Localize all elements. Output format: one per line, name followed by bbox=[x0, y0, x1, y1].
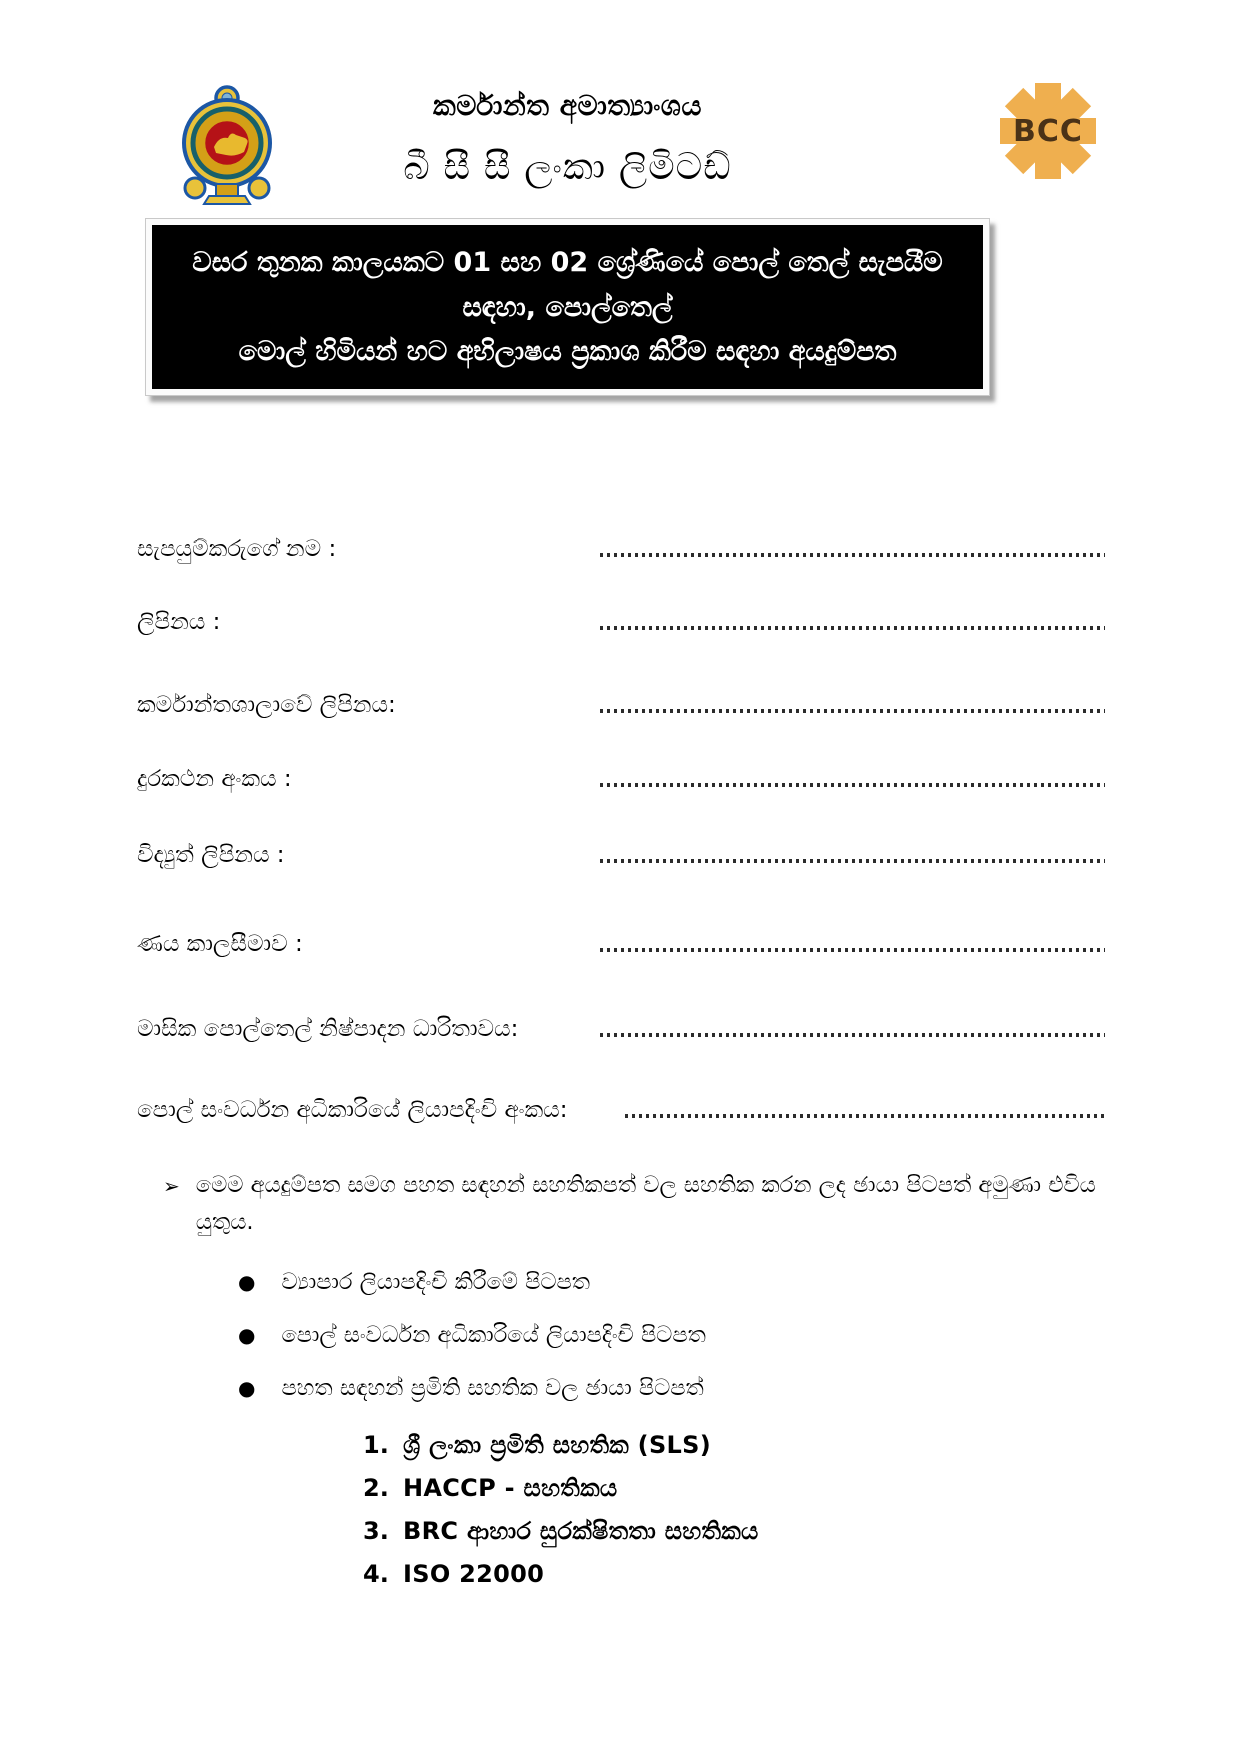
field-label: පොල් සංවර්ධන අධිකාරියේ ලියාපදිංචි අංකය: bbox=[137, 1096, 568, 1123]
required-copies-list bbox=[238, 1267, 1240, 1403]
attachment-note bbox=[163, 1167, 1145, 1241]
banner-line-2: මොල් හිමියන් හට අභිලාෂය ප්‍රකාශ කිරීම සඳහා අයදුම්පත bbox=[238, 336, 897, 368]
form-row-email bbox=[137, 836, 1105, 868]
dotted-answer-line bbox=[600, 709, 1105, 713]
list-item bbox=[238, 1320, 1240, 1350]
company-title: බී සී සී ලංකා ලිමිටඩ් bbox=[403, 145, 732, 188]
form-row-telephone bbox=[137, 760, 1105, 792]
dotted-answer-line bbox=[600, 626, 1105, 630]
form-section bbox=[137, 530, 1105, 1123]
dotted-answer-line bbox=[600, 553, 1105, 557]
dotted-answer-line bbox=[600, 948, 1105, 952]
list-item-text: පොල් සංවර්ධන අධිකාරියේ ලියාපදිංචි පිටපත bbox=[281, 1321, 706, 1348]
title-banner bbox=[152, 225, 983, 389]
dotted-answer-line bbox=[600, 783, 1105, 787]
dotted-answer-line bbox=[600, 1033, 1105, 1037]
list-number: 3. bbox=[363, 1516, 389, 1545]
form-row-monthly-capacity bbox=[137, 1010, 1105, 1042]
bullet-icon: ● bbox=[238, 1269, 256, 1294]
list-item bbox=[363, 1431, 1240, 1459]
list-item bbox=[363, 1517, 1240, 1545]
field-label: කර්මාන්තශාලාවේ ලිපිනය: bbox=[137, 691, 396, 718]
list-number: 4. bbox=[363, 1559, 389, 1588]
dotted-answer-line bbox=[600, 859, 1105, 863]
field-label: දුරකථන අංකය : bbox=[137, 765, 292, 792]
list-item bbox=[363, 1560, 1240, 1588]
field-label: විද්‍යුත් ලිපිනය : bbox=[137, 841, 285, 868]
bullet-icon: ● bbox=[238, 1375, 256, 1400]
field-label: සැපයුම්කරුගේ නම : bbox=[137, 535, 337, 562]
list-item-text: ව්‍යාපාර ලියාපදිංචි කිරීමේ පිටපත bbox=[281, 1268, 591, 1295]
list-item bbox=[238, 1373, 1240, 1403]
list-item-text: ශ්‍රී ලංකා ප්‍රමිති සහතික (SLS) bbox=[403, 1430, 711, 1459]
title-banner-frame bbox=[145, 218, 990, 396]
list-item-text: BRC ආහාර සුරක්ෂිතතා සහතිකය bbox=[403, 1516, 759, 1545]
header-titles bbox=[145, 75, 990, 189]
list-item bbox=[238, 1267, 1240, 1297]
document-header bbox=[0, 75, 1240, 210]
ministry-title: කර්මාන්ත අමාත්‍යාංශය bbox=[433, 89, 702, 122]
form-row-cda-registration bbox=[137, 1091, 1105, 1123]
list-item-text: ISO 22000 bbox=[403, 1559, 545, 1588]
list-number: 1. bbox=[363, 1430, 389, 1459]
field-label: මාසික පොල්තෙල් නිෂ්පාදන ධාරිතාවය: bbox=[137, 1015, 519, 1042]
bcc-logo-text: BCC bbox=[1013, 113, 1083, 149]
list-number: 2. bbox=[363, 1473, 389, 1502]
field-label: ලිපිනය : bbox=[137, 608, 221, 635]
list-item-text: පහත සඳහන් ප්‍රමිති සහතික වල ඡායා පිටපත් bbox=[281, 1374, 704, 1401]
certificates-list bbox=[363, 1431, 1240, 1588]
form-row-factory-address bbox=[137, 686, 1105, 718]
banner-line-1: වසර තුනක කාලයකට 01 සහ 02 ශ්‍රේණියේ පොල් තෙල් සැපයීම සඳහා, පොල්තෙල් bbox=[192, 247, 943, 323]
attachment-note-text: මෙම අයදුම්පත සමග පහත සඳහන් සහතිකපත් වල සහතික කරන ලද ඡායා පිටපත් අමුණා එවිය යුතුය. bbox=[195, 1171, 1096, 1235]
bullet-icon: ● bbox=[238, 1322, 256, 1347]
form-row-supplier-name bbox=[137, 530, 1105, 562]
form-row-credit-period bbox=[137, 925, 1105, 957]
list-item-text: HACCP - සහතිකය bbox=[403, 1473, 618, 1502]
arrow-bullet-icon: ➢ bbox=[163, 1173, 180, 1198]
field-label: ණය කාලසීමාව : bbox=[137, 930, 303, 957]
list-item bbox=[363, 1474, 1240, 1502]
dotted-answer-line bbox=[625, 1114, 1105, 1118]
bcc-logo bbox=[1000, 83, 1096, 179]
form-row-address bbox=[137, 603, 1105, 635]
